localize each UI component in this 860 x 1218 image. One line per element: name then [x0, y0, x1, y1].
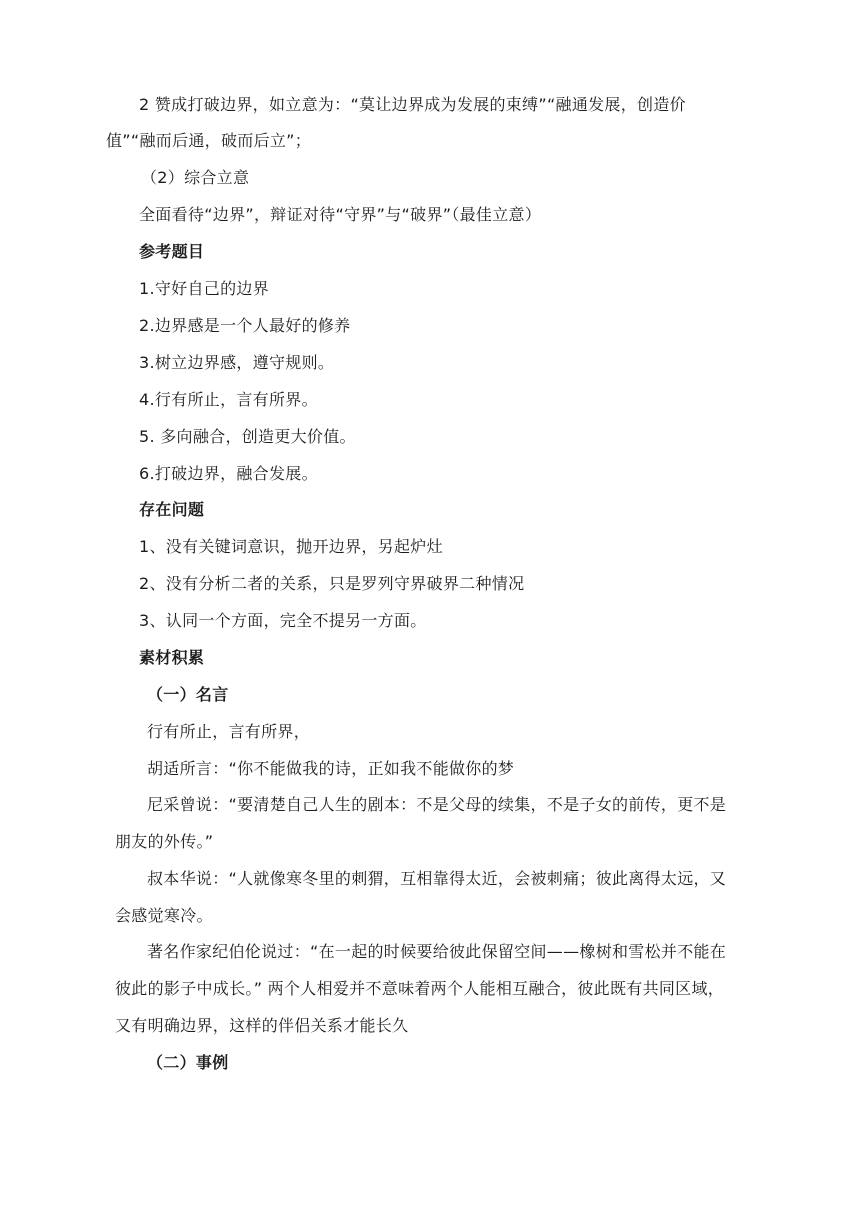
quote-line: 朋友的外传。”: [115, 832, 214, 851]
paragraph-line: 2 赞成打破边界，如立意为：“莫让边界成为发展的束缚”“融通发展，创造价: [139, 95, 686, 114]
list-item: 6.打破边界，融合发展。: [139, 464, 318, 483]
list-item: 1.守好自己的边界: [139, 279, 269, 298]
list-item: 5. 多向融合，创造更大价值。: [139, 427, 356, 446]
list-item: 2、没有分析二者的关系，只是罗列守界破界二种情况: [139, 574, 525, 593]
paragraph-line: 值”“融而后通，破而后立”；: [106, 131, 312, 150]
quote-line: 著名作家纪伯伦说过：“在一起的时候要给彼此保留空间——橡树和雪松并不能在: [147, 942, 727, 961]
list-item: 1、没有关键词意识，抛开边界，另起炉灶: [139, 537, 443, 556]
section-heading-reference-titles: 参考题目: [139, 242, 205, 261]
quote-line: 又有明确边界，这样的伴侣关系才能长久: [115, 1016, 409, 1035]
paragraph-line: 全面看待“边界”，辩证对待“守界”与“破界”（最佳立意）: [139, 205, 542, 224]
section-heading: （2）综合立意: [141, 168, 250, 187]
section-heading-materials: 素材积累: [139, 648, 205, 667]
list-item: 3、认同一个方面，完全不提另一方面。: [139, 611, 427, 630]
list-item: 4.行有所止，言有所界。: [139, 390, 318, 409]
list-item: 3.树立边界感，遵守规则。: [139, 353, 335, 372]
subsection-heading-quotes: （一）名言: [147, 685, 229, 704]
quote-line: 彼此的影子中成长。” 两个人相爱并不意味着两个人能相互融合，彼此既有共同区域，: [115, 979, 725, 998]
quote-line: 尼采曾说：“要清楚自己人生的剧本：不是父母的续集，不是子女的前传，更不是: [147, 795, 727, 814]
list-item: 2.边界感是一个人最好的修养: [139, 316, 351, 335]
subsection-heading-examples: （二）事例: [147, 1053, 229, 1072]
section-heading-problems: 存在问题: [139, 500, 205, 519]
paragraph-line: 行有所止，言有所界，: [147, 722, 311, 741]
quote-line: 会感觉寒冷。: [115, 906, 213, 925]
quote-line: 胡适所言：“你不能做我的诗，正如我不能做你的梦: [147, 759, 515, 778]
quote-line: 叔本华说：“人就像寒冬里的刺猬，互相靠得太近，会被刺痛；彼此离得太远，又: [147, 869, 727, 888]
